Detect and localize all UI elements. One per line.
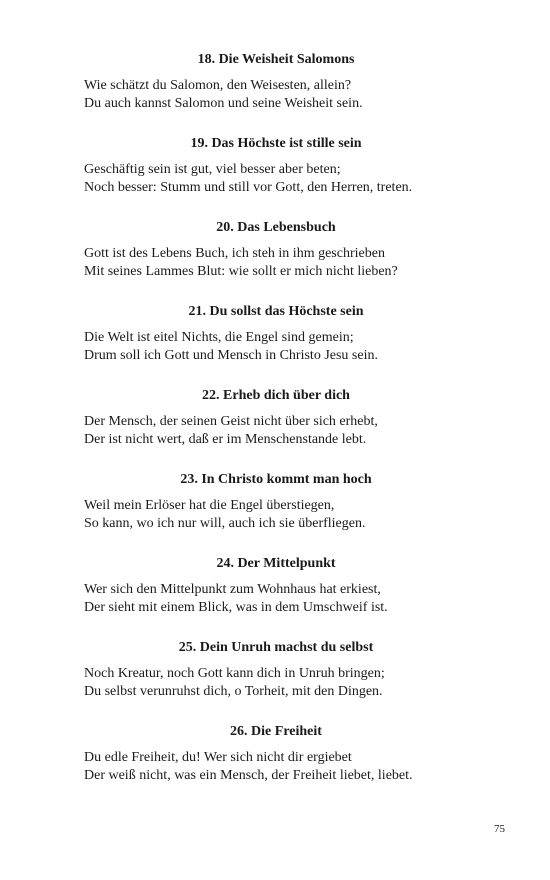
page-number: 75	[494, 823, 505, 835]
poem-title: 26. Die Freiheit	[230, 724, 322, 739]
poem-line: Wer sich den Mittelpunkt zum Wohnhaus hat erkiest,	[84, 582, 381, 597]
poem-line: Weil mein Erlöser hat die Engel überstiegen,	[84, 498, 335, 513]
poem-line: Die Welt ist eitel Nichts, die Engel sind gemein;	[84, 330, 354, 345]
poem-title: 23. In Christo kommt man hoch	[180, 472, 372, 487]
poem-line: Wie schätzt du Salomon, den Weisesten, allein?	[84, 78, 352, 93]
poem-title: 20. Das Lebensbuch	[216, 220, 336, 235]
poem-line: Der sieht mit einem Blick, was in dem Umschweif ist.	[84, 600, 388, 615]
poem-title: 21. Du sollst das Höchste sein	[188, 304, 364, 319]
poem-title: 22. Erheb dich über dich	[202, 388, 350, 403]
poem-line: Der weiß nicht, was ein Mensch, der Freiheit liebet, liebet.	[84, 768, 413, 783]
poem-line: Du auch kannst Salomon und seine Weisheit sein.	[84, 96, 363, 111]
poem-title: 18. Die Weisheit Salomons	[197, 52, 355, 67]
poem-line: Geschäftig sein ist gut, viel besser aber beten;	[84, 162, 341, 177]
poem-line: Drum soll ich Gott und Mensch in Christo Jesu sein.	[84, 348, 378, 363]
poem-line: Noch besser: Stumm und still vor Gott, den Herren, treten.	[84, 180, 413, 195]
poem-line: Mit seines Lammes Blut: wie sollt er mich nicht lieben?	[84, 264, 398, 279]
poem-line: Du selbst verunruhst dich, o Torheit, mit den Dingen.	[84, 684, 383, 699]
poem-title: 19. Das Höchste ist stille sein	[190, 136, 362, 151]
poem-title: 24. Der Mittelpunkt	[216, 556, 336, 571]
poem-line: Der Mensch, der seinen Geist nicht über sich erhebt,	[84, 414, 378, 429]
poem-title: 25. Dein Unruh machst du selbst	[178, 640, 374, 655]
poem-line: Du edle Freiheit, du! Wer sich nicht dir ergiebet	[84, 750, 352, 765]
poem-line: So kann, wo ich nur will, auch ich sie überfliegen.	[84, 516, 366, 531]
poem-line: Der ist nicht wert, daß er im Menschenstande lebt.	[84, 432, 367, 447]
poem-line: Noch Kreatur, noch Gott kann dich in Unruh bringen;	[84, 666, 385, 681]
poem-line: Gott ist des Lebens Buch, ich steh in ihm geschrieben	[84, 246, 385, 261]
